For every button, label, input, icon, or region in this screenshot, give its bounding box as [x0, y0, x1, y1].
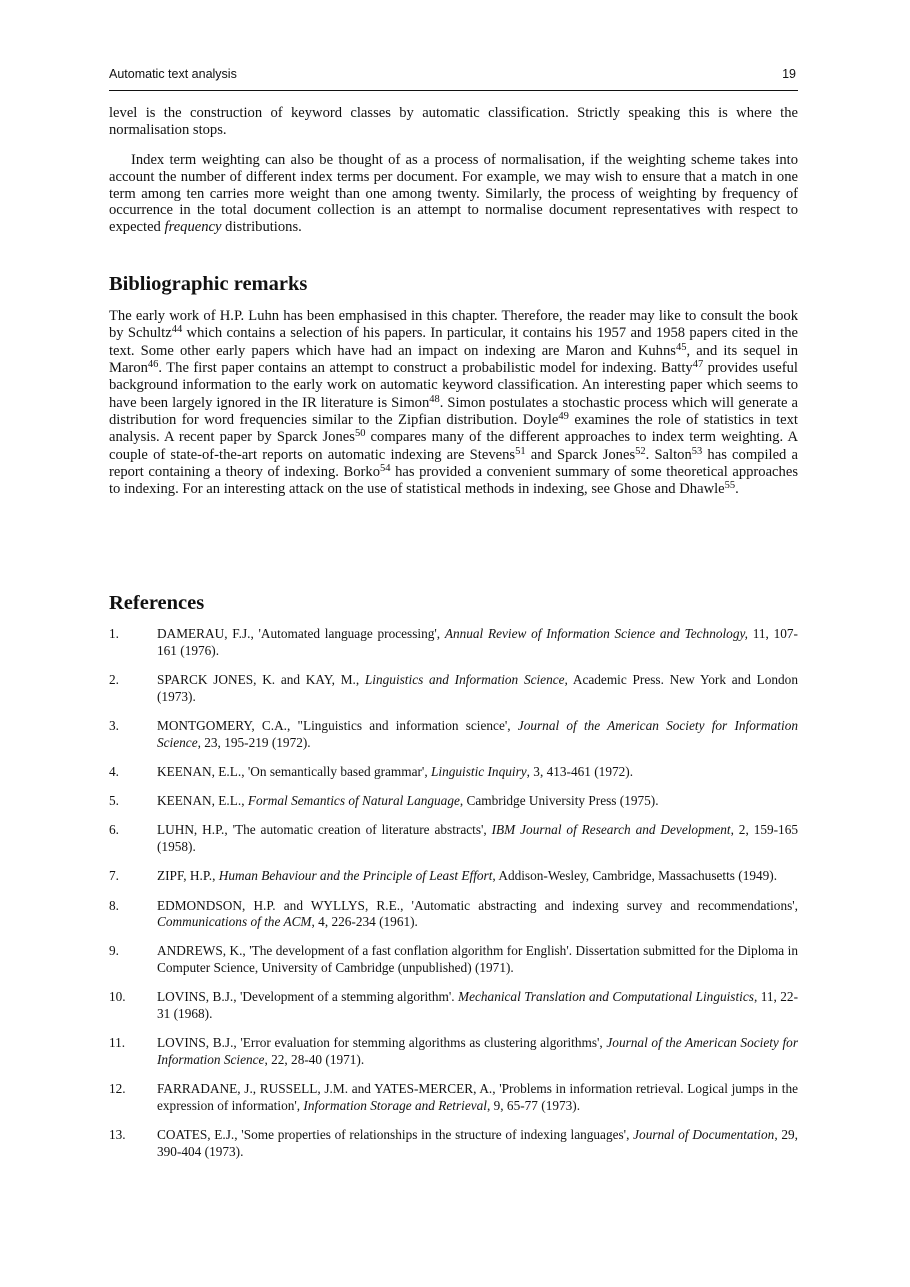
reference-details: , 29, 390-404 (1973). [157, 1127, 798, 1160]
page-number: 19 [782, 67, 796, 81]
emphasis-frequency: frequency [164, 219, 222, 236]
reference-source: Formal Semantics of Natural Language [247, 793, 460, 809]
bib-text-segment: . The first paper contains an attempt to construct a probabilistic model for indexing. Batty [158, 360, 693, 377]
reference-number: 2. [109, 671, 119, 687]
reference-details: Academic Press. New York and London (1973). [157, 671, 798, 704]
paragraph-weighting [109, 152, 798, 236]
bib-text-segment: and Sparck Jones [525, 446, 636, 463]
reference-item [109, 989, 798, 1023]
reference-number: 7. [109, 868, 119, 884]
reference-item [109, 822, 798, 856]
citation-number: 50 [354, 428, 366, 440]
reference-number: 13. [109, 1127, 126, 1143]
reference-number: 8. [109, 897, 119, 913]
bib-text-segment: . [735, 481, 739, 498]
reference-item [109, 764, 798, 781]
paragraph-text-end: distributions. [221, 219, 302, 236]
reference-authors-title: LUHN, H.P., 'The automatic creation of literature abstracts', [157, 822, 492, 838]
reference-item [109, 718, 798, 752]
citation-number: 48 [429, 393, 440, 405]
reference-authors-title: SPARCK JONES, K. and KAY, M., [157, 671, 365, 687]
reference-authors-title: FARRADANE, J., RUSSELL, J.M. and YATES-MERCER, A., 'Problems in information retrieval. Logical jumps in the expression of information', [157, 1081, 798, 1114]
citation-number: 44 [171, 324, 183, 336]
bib-text-segment: The early work of H.P. Luhn has been emphasised in this chapter. Therefore, the reader may like to consult the book by Schultz [109, 308, 798, 342]
reference-authors-title: DAMERAU, F.J., 'Automated language processing', [157, 626, 445, 641]
reference-source: Journal of the American Society for Information Science [157, 1035, 798, 1068]
bibliographic-remarks-heading: Bibliographic remarks [109, 273, 308, 295]
reference-item [109, 898, 798, 932]
paragraph-text: Index term weighting can also be thought of as a process of normalisation, if the weighting scheme takes into account the number of different index terms per document. For example, we may wish to ensure that a match in one term among ten carries more weight than one among twenty. Similarly, the process of weighting by frequency of occurrence in the total document collection is an attempt to normalise document representatives with respect to expected [109, 152, 798, 236]
reference-item [109, 672, 798, 706]
reference-details: , 3, 413-461 (1972). [526, 763, 634, 779]
reference-item [109, 943, 798, 977]
bibliographic-remarks-paragraph [109, 308, 798, 499]
reference-number: 10. [109, 989, 126, 1005]
reference-source: Annual Review of Information Science and Technology, [444, 626, 748, 641]
reference-item [109, 868, 798, 885]
reference-details: , Cambridge University Press (1975). [459, 793, 659, 809]
reference-details: , Addison-Wesley, Cambridge, Massachusetts (1949). [492, 868, 778, 884]
reference-item [109, 1127, 798, 1161]
citation-number: 45 [675, 341, 687, 353]
reference-source: IBM Journal of Research and Development [491, 822, 731, 838]
reference-details: , 23, 195-219 (1972). [197, 734, 311, 750]
reference-number: 12. [109, 1081, 126, 1097]
reference-details: , 22, 28-40 (1971). [264, 1052, 365, 1068]
reference-authors-title: LOVINS, B.J., 'Error evaluation for stemming algorithms as clustering algorithms', [157, 1035, 607, 1051]
reference-source: Journal of the American Society for Information Science [157, 717, 798, 750]
reference-details: , 4, 226-234 (1961). [311, 914, 418, 930]
citation-number: 52 [635, 445, 646, 457]
reference-number: 9. [109, 943, 119, 959]
references-heading: References [109, 592, 205, 614]
reference-source: Linguistics and Information Science, [364, 671, 568, 687]
reference-authors-title: ZIPF, H.P., [157, 868, 219, 884]
bib-text-segment: provides useful background information to the early work on automatic keyword classification. An interesting paper which seems to have been largely ignored in the IR literature is Simon [109, 360, 798, 411]
reference-number: 3. [109, 717, 119, 733]
reference-details: , 2, 159-165 (1958). [157, 822, 799, 855]
reference-details: , 11, 22-31 (1968). [157, 989, 798, 1022]
reference-source: Mechanical Translation and Computational Linguistics [458, 989, 754, 1005]
bib-text-segment: . Simon postulates a stochastic process which will generate a distribution for word frequencies similar to the Zipfian distribution. Doyle [109, 394, 798, 429]
citation-number: 54 [380, 463, 391, 475]
paragraph-text: level is the construction of keyword classes by automatic classification. Strictly speaking this is where the normalisation stops. [109, 105, 798, 138]
reference-details: 11, 107-161 (1976). [157, 626, 798, 658]
reference-source: Journal of Documentation [633, 1127, 775, 1143]
citation-number: 53 [691, 445, 703, 457]
bib-text-segment: . Salton [645, 446, 692, 463]
reference-item [109, 1081, 798, 1115]
citation-number: 46 [147, 359, 159, 371]
reference-item [109, 1035, 798, 1069]
reference-source: Communications of the ACM [157, 914, 312, 930]
reference-number: 6. [109, 822, 119, 838]
reference-authors-title: COATES, E.J., 'Some properties of relationships in the structure of indexing languages', [157, 1127, 634, 1143]
reference-source: Human Behaviour and the Principle of Least Effort [218, 868, 493, 884]
paragraph-normalisation [109, 105, 798, 139]
reference-authors-title: KEENAN, E.L., 'On semantically based grammar', [157, 763, 431, 779]
citation-number: 47 [692, 359, 704, 371]
citation-number: 51 [515, 445, 526, 457]
header-title: Automatic text analysis [109, 67, 237, 81]
reference-authors-title: ANDREWS, K., 'The development of a fast conflation algorithm for English'. Dissertation submitted for the Diploma in Computer Science, University of Cambridge (unpublished) (1971). [157, 943, 798, 976]
reference-number: 5. [109, 793, 119, 809]
citation-number: 49 [558, 411, 569, 423]
bib-text-segment: examines the role of statistics in text analysis. A recent paper by Sparck Jones [109, 412, 798, 446]
reference-source: Information Storage and Retrieval [303, 1098, 487, 1114]
reference-item [109, 626, 798, 660]
running-header [109, 66, 798, 91]
citation-number: 55 [724, 480, 736, 492]
reference-number: 4. [109, 763, 119, 779]
bib-text-segment: compares many of the different approaches to index term weighting. A couple of state-of-the-art reports on automatic indexing are Stevens [109, 429, 798, 463]
reference-number: 1. [109, 626, 119, 641]
reference-item [109, 793, 798, 810]
reference-authors-title: MONTGOMERY, C.A., "Linguistics and information science', [157, 717, 518, 733]
reference-details: , 9, 65-77 (1973). [486, 1098, 581, 1114]
bib-text-segment: , and its sequel in Maron [109, 342, 798, 377]
reference-list [109, 626, 798, 1173]
bib-text-segment: has provided a convenient summary of some theoretical approaches to indexing. For an interesting attack on the use of statistical methods in indexing, see Ghose and Dhawle [109, 464, 798, 498]
bib-text-segment: has compiled a report containing a theory of indexing. Borko [109, 446, 799, 481]
reference-source: Linguistic Inquiry [430, 763, 527, 779]
reference-number: 11. [109, 1035, 126, 1051]
bib-text-segment: which contains a selection of his papers. In particular, it contains his 1957 and 1958 papers cited in the text. Some other early papers which have had an impact on indexing are Maron and Kuhns [109, 325, 798, 359]
reference-authors-title: LOVINS, B.J., 'Development of a stemming algorithm'. [157, 989, 459, 1005]
reference-authors-title: EDMONDSON, H.P. and WYLLYS, R.E., 'Automatic abstracting and indexing survey and recommendations', [157, 897, 798, 913]
reference-authors-title: KEENAN, E.L., [157, 793, 248, 809]
